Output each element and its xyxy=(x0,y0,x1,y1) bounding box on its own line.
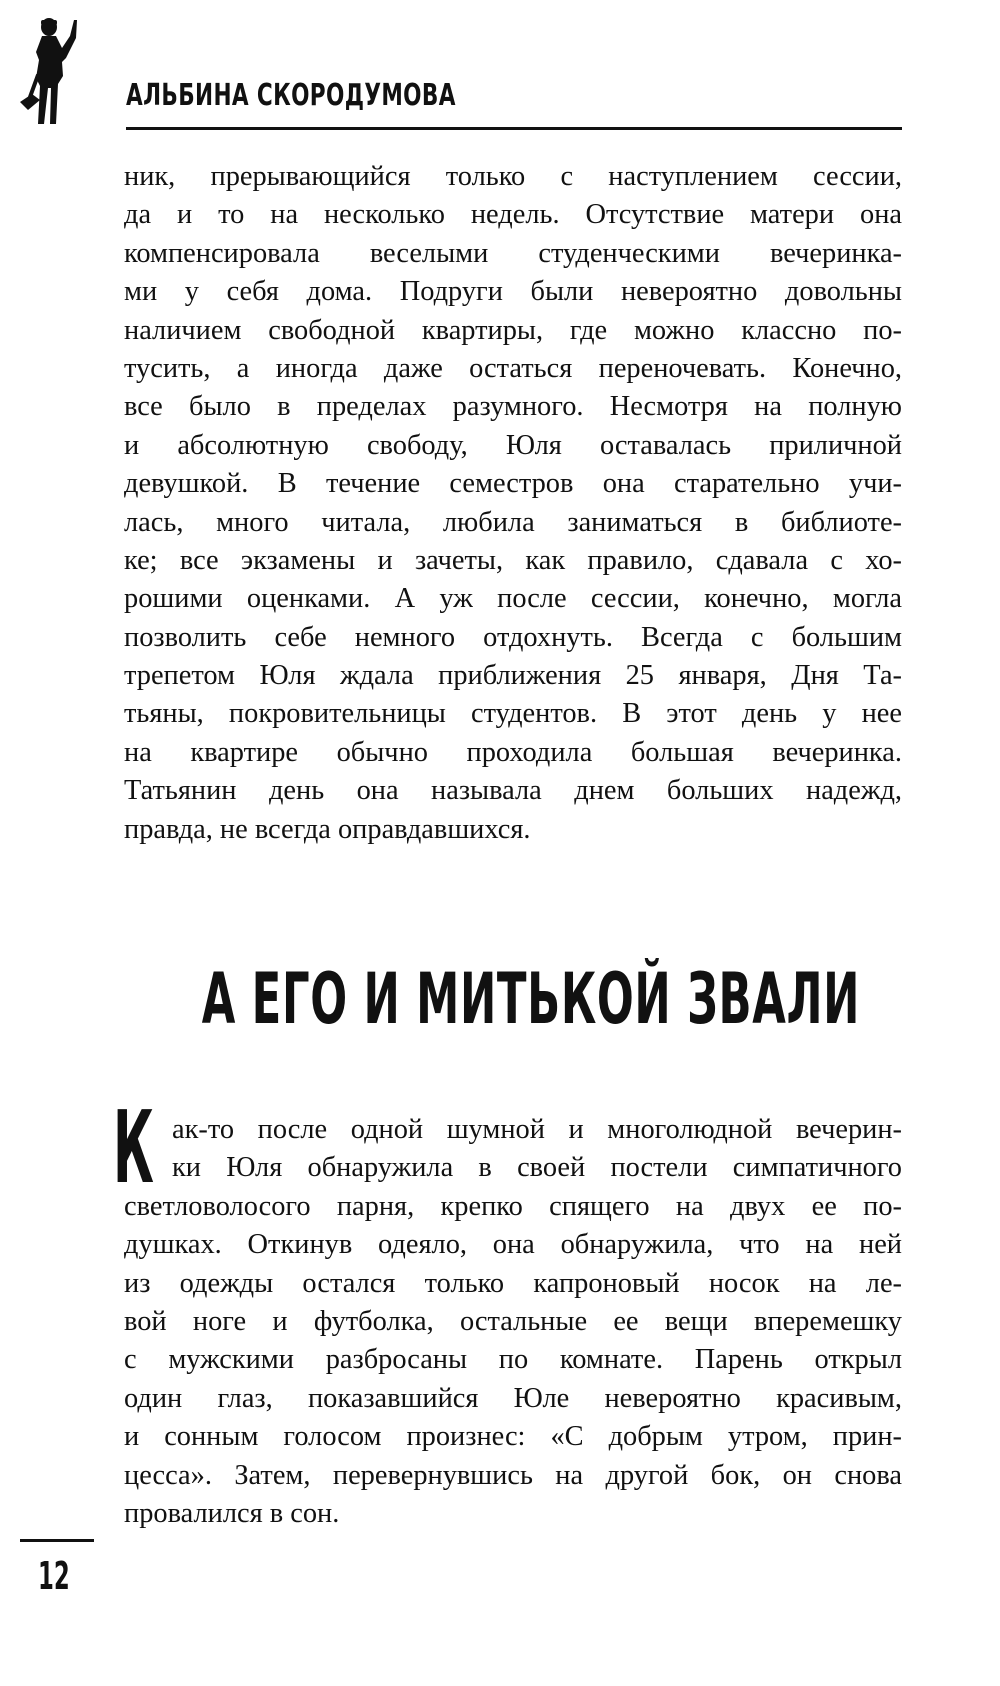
chapter-title-text: А ЕГО И МИТЬКОЙ ЗВАЛИ xyxy=(201,958,861,1040)
text-line: девушкой. В течение семестров она старательно учи- xyxy=(124,468,902,500)
text-line: и сонным голосом произнес: «С добрым утром, прин- xyxy=(124,1421,902,1453)
text-line: цесса». Затем, перевернувшись на другой бок, он снова xyxy=(124,1459,902,1491)
text-line: трепетом Юля ждала приближения 25 января, Дня Та- xyxy=(124,660,902,692)
drop-cap: К xyxy=(113,1089,154,1206)
text-line: рошими оценками. А уж после сессии, конечно, могла xyxy=(124,583,902,615)
text-line: лась, много читала, любила заниматься в библиоте- xyxy=(124,506,902,538)
chapter-title xyxy=(0,958,1000,1040)
text-line: из одежды остался только капроновый носок на ле- xyxy=(124,1267,902,1299)
text-line: провалился в сон. xyxy=(124,1497,340,1529)
text-line: Татьянин день она называла днем больших надежд, xyxy=(124,775,902,807)
text-line: вой ноге и футболка, остальные ее вещи вперемешку xyxy=(124,1305,902,1337)
text-line: правда, не всегда оправдавшихся. xyxy=(124,813,531,845)
paragraph-1 xyxy=(124,158,902,849)
text-line: душках. Откинув одеяло, она обнаружила, что на ней xyxy=(124,1229,902,1261)
text-line: с мужскими разбросаны по комнате. Парень открыл xyxy=(124,1344,902,1376)
text-line: ке; все экзамены и зачеты, как правило, сдавала с хо- xyxy=(124,544,902,576)
text-line: да и то на несколько недель. Отсутствие матери она xyxy=(124,199,902,231)
text-line: тьяны, покровительницы студентов. В этот день у нее xyxy=(124,698,902,730)
text-line: тусить, а иногда даже остаться переночевать. Конечно, xyxy=(124,352,902,384)
header-rule xyxy=(126,127,902,130)
text-line: светловолосого парня, крепко спящего на двух ее по- xyxy=(124,1190,902,1222)
text-line: компенсировала веселыми студенческими вечеринка- xyxy=(124,237,902,269)
text-line: ник, прерывающийся только с наступлением сессии, xyxy=(124,161,902,192)
woman-silhouette-icon xyxy=(18,14,88,128)
text-line: все было в пределах разумного. Несмотря на полную xyxy=(124,391,902,423)
author-name: АЛЬБИНА СКОРОДУМОВА xyxy=(126,78,456,113)
footer-rule xyxy=(20,1539,94,1542)
text-line: на квартире обычно проходила большая вечеринка. xyxy=(124,736,902,768)
text-line: и абсолютную свободу, Юля оставалась приличной xyxy=(124,429,902,461)
text-line: ак-то после одной шумной и многолюдной вечерин- xyxy=(172,1114,902,1145)
page-number: 12 xyxy=(38,1554,70,1598)
text-line: ки Юля обнаружила в своей постели симпатичного xyxy=(172,1152,902,1184)
text-line: позволить себе немного отдохнуть. Всегда с большим xyxy=(124,621,902,653)
text-line: наличием свободной квартиры, где можно классно по- xyxy=(124,314,902,346)
text-line: один глаз, показавшийся Юле невероятно красивым, xyxy=(124,1382,902,1414)
running-header xyxy=(18,14,902,130)
paragraph-2 xyxy=(124,1111,902,1533)
text-line: ми у себя дома. Подруги были невероятно довольны xyxy=(124,276,902,308)
